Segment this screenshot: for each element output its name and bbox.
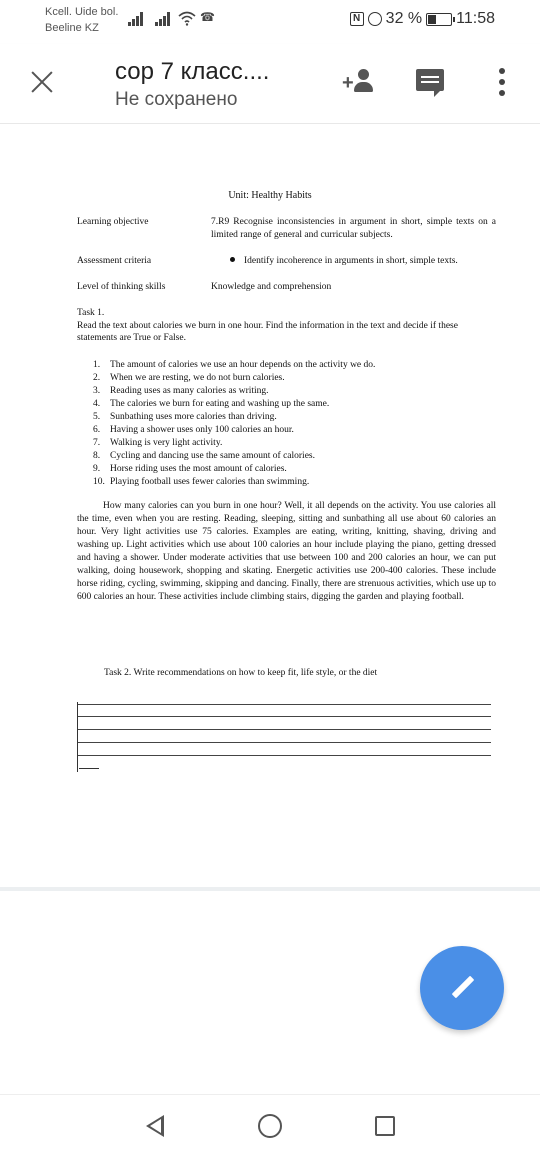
list-item: 4. The calories we burn for eating and washing up the same. xyxy=(93,399,330,409)
navigation-bar xyxy=(0,1094,540,1156)
carrier-name-primary: Kcell. Uide bol. xyxy=(45,6,119,18)
answer-line-short xyxy=(79,768,99,769)
clock: 11:58 xyxy=(456,10,495,27)
missed-call-icon: ☎ xyxy=(200,10,215,24)
carrier-name-secondary: Beeline KZ xyxy=(45,22,99,34)
recent-apps-icon[interactable] xyxy=(375,1116,395,1136)
objective-label: Learning objective xyxy=(77,217,149,227)
task2-instruction: Task 2. Write recommendations on how to keep fit, life style, or the diet xyxy=(104,668,378,678)
answer-line xyxy=(77,716,491,717)
list-item: 3. Reading uses as many calories as writing. xyxy=(93,386,269,396)
list-item: 1. The amount of calories we use an hour depends on the activity we do. xyxy=(93,360,376,370)
reading-passage: How many calories can you burn in one hour? Well, it all depends on the activity. You use calories all the time, even when you are resting. Reading, sleeping, sitting and sunbathing all use about 60 calories an hour. Very light activities use 75 calories. Examples are eating, writing, knitting, shaving, driving and washing up. Light activities which use about 100 calories an hour include playing the piano, getting dressed and having a shower. Under moderate activities that use between 100 and 200 calories an hour, we can put walking, doing housework, shopping and skating. Energetic activities use 200-400 calories. These include horse riding, cycling, swimming, skipping and dancing. Finally, there are strenuous activities, which use up to 600 calories an hour. These activities include climbing stairs, digging the garden and playing football. xyxy=(77,501,496,602)
more-vert-icon[interactable] xyxy=(497,68,507,98)
answer-line xyxy=(77,729,491,730)
home-icon[interactable] xyxy=(258,1114,282,1138)
bullet-icon xyxy=(230,257,235,262)
unit-heading: Unit: Healthy Habits xyxy=(228,190,312,201)
status-bar xyxy=(0,0,540,44)
list-item: 9. Horse riding uses the most amount of calories. xyxy=(93,464,287,474)
document-page[interactable] xyxy=(0,124,540,890)
wifi-icon xyxy=(178,10,196,26)
text-cursor-bar xyxy=(77,702,78,772)
list-item: 6. Having a shower uses only 100 calories an hour. xyxy=(93,425,294,435)
alarm-icon xyxy=(368,12,382,26)
objective-text: 7.R9 Recognise inconsistencies in argument in short, simple texts on a limited range of general and curricular subjects. xyxy=(211,217,496,240)
battery-icon xyxy=(426,13,452,26)
skills-text: Knowledge and comprehension xyxy=(211,282,332,292)
app-bar xyxy=(0,44,540,124)
answer-line xyxy=(77,755,491,756)
edit-pencil-icon xyxy=(452,976,475,999)
task1-instruction: Read the text about calories we burn in one hour. Find the information in the text and decide if these statements are True or False. xyxy=(77,320,458,343)
list-item: 10. Playing football uses fewer calories than swimming. xyxy=(93,477,310,487)
document-title: сор 7 класс.... xyxy=(115,58,270,85)
status-right xyxy=(350,10,495,28)
list-item: 8. Cycling and dancing use the same amount of calories. xyxy=(93,451,315,461)
signal-icon xyxy=(128,12,148,26)
battery-percent: 32 % xyxy=(385,10,423,27)
back-icon[interactable] xyxy=(146,1115,164,1137)
list-item: 2. When we are resting, we do not burn calories. xyxy=(93,373,285,383)
answer-line xyxy=(77,704,491,705)
save-status: Не сохранено xyxy=(115,89,238,110)
comment-icon[interactable] xyxy=(416,69,444,97)
list-item: 5. Sunbathing uses more calories than driving. xyxy=(93,412,277,422)
statement-list xyxy=(93,359,493,489)
criteria-text: Identify incoherence in arguments in short, simple texts. xyxy=(244,256,458,266)
criteria-label: Assessment criteria xyxy=(77,256,152,266)
answer-line xyxy=(77,742,491,743)
skills-label: Level of thinking skills xyxy=(77,282,166,292)
nfc-icon: N xyxy=(350,12,364,26)
page-separator xyxy=(0,887,540,891)
list-item: 7. Walking is very light activity. xyxy=(93,438,223,448)
task1-title: Task 1. xyxy=(77,308,105,318)
close-icon[interactable] xyxy=(28,68,56,96)
task1-block xyxy=(77,307,497,345)
add-person-icon[interactable]: + xyxy=(342,66,380,96)
edit-button[interactable] xyxy=(420,946,504,1030)
signal-icon-2 xyxy=(155,12,175,26)
